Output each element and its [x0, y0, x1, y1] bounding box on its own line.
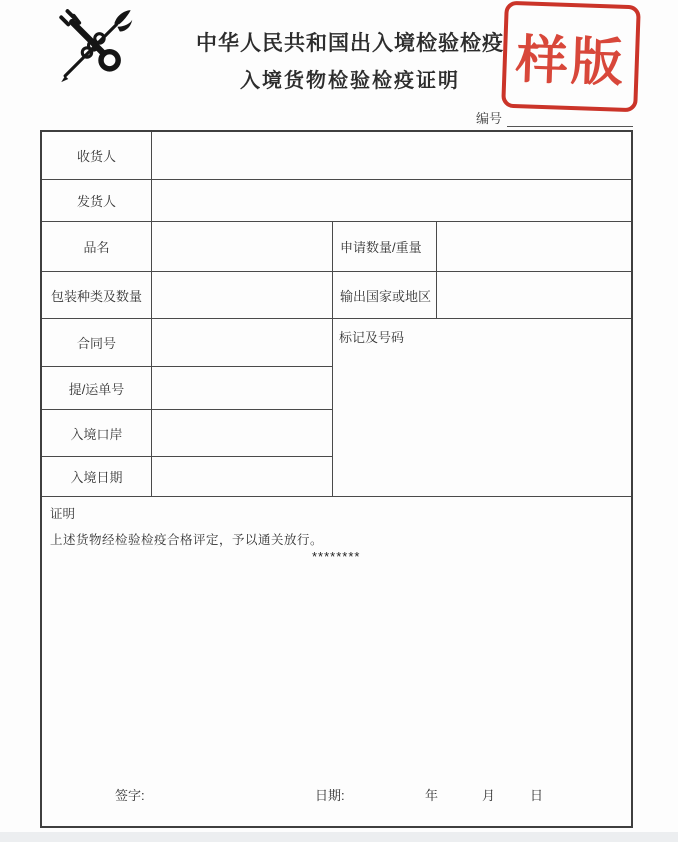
- date-label: 日期:: [315, 788, 345, 803]
- serial-underline: [507, 112, 633, 127]
- doc-title-line1: 中华人民共和国出入境检验检疫: [196, 32, 504, 55]
- field-value-entry-date: [152, 457, 333, 497]
- field-label-entry-port: 入境口岸: [42, 410, 152, 457]
- field-value-product-name: [152, 222, 333, 272]
- certificate-cell: [42, 497, 631, 826]
- page-bottom-edge: [0, 832, 678, 842]
- field-marks-and-numbers: 标记及号码: [333, 319, 631, 497]
- certificate-terminator: ********: [312, 549, 361, 564]
- certificate-title: 证明: [50, 507, 76, 521]
- field-value-export-country-region: [437, 272, 631, 319]
- field-value-packaging-type-quantity: [152, 272, 333, 319]
- field-label-contract-no: 合同号: [42, 319, 152, 367]
- year-label: 年: [425, 788, 439, 803]
- field-label-product-name: 品名: [42, 222, 152, 272]
- field-value-contract-no: [152, 319, 333, 367]
- serial-number-row: [476, 108, 633, 127]
- field-label-applied-quantity-weight: 申请数量/重量: [333, 222, 437, 272]
- form-table: [40, 130, 633, 828]
- field-value-applied-quantity-weight: [437, 222, 631, 272]
- field-value-entry-port: [152, 410, 333, 457]
- field-value-consignor: [152, 180, 631, 222]
- field-label-consignee: 收货人: [42, 132, 152, 180]
- field-value-consignee: [152, 132, 631, 180]
- field-label-consignor: 发货人: [42, 180, 152, 222]
- sample-stamp: 样版: [501, 1, 641, 113]
- month-label: 月: [482, 788, 496, 803]
- day-label: 日: [530, 788, 544, 803]
- field-label-packaging-type-quantity: 包装种类及数量: [42, 272, 152, 319]
- field-value-bill-of-lading-no: [152, 367, 333, 410]
- certificate-body: 上述货物经检验检疫合格评定，予以通关放行。: [50, 533, 324, 547]
- ciq-emblem-icon: [52, 8, 136, 86]
- field-label-bill-of-lading-no: 提/运单号: [42, 367, 152, 410]
- serial-label: 编号: [476, 111, 503, 126]
- signature-label: 签字:: [115, 788, 145, 803]
- doc-title-line2: 入境货物检验检疫证明: [240, 70, 460, 92]
- field-label-export-country-region: 输出国家或地区: [333, 272, 437, 319]
- field-label-entry-date: 入境日期: [42, 457, 152, 497]
